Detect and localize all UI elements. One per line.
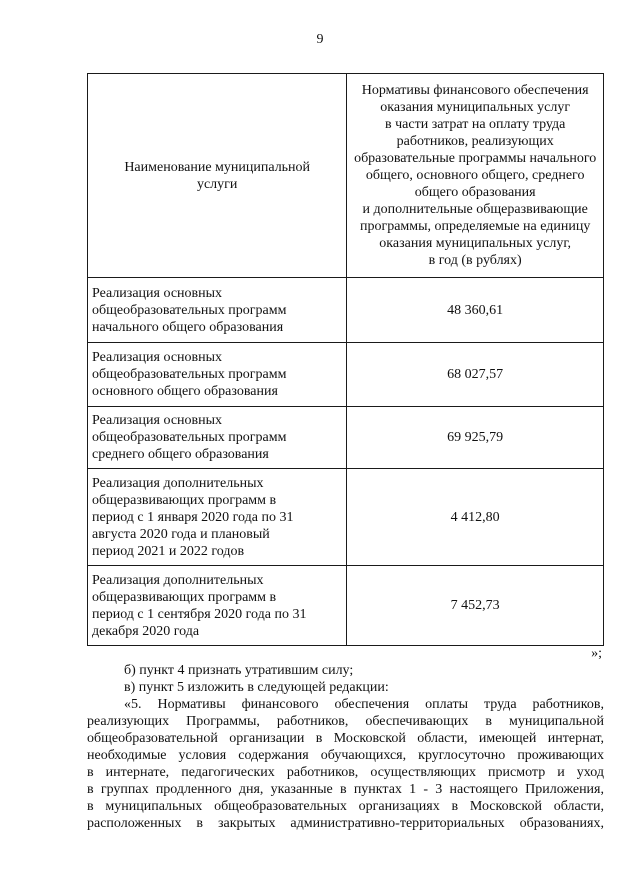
table-row — [88, 407, 604, 469]
paragraph-5 — [87, 696, 604, 832]
paragraph-line: необходимые условия содержания обучающихся, круглосуточно проживающих — [87, 748, 604, 763]
service-name-cell: Реализация основных общеобразовательных программ среднего общего образования — [88, 407, 347, 469]
closing-quote-mark: »; — [591, 646, 602, 661]
table-row — [88, 469, 604, 566]
header-norm-value: Нормативы финансового обеспечения оказания муниципальных услуг в части затрат на оплату труда работников, реализующих образовательные программы начального общего, основного общего, среднего общего образования и дополнительные общеразвивающие программы, определяемые на единицу оказания муниципальных услуг, в год (в рублях) — [347, 74, 604, 278]
norm-value-cell: 48 360,61 — [347, 278, 604, 343]
table-row — [88, 278, 604, 343]
table-row — [88, 566, 604, 646]
body-text — [87, 645, 604, 832]
norm-value-cell: 69 925,79 — [347, 407, 604, 469]
item-b: б) пункт 4 признать утратившим силу; — [124, 663, 354, 678]
header-service-name: Наименование муниципальной услуги — [88, 74, 347, 278]
page-number: 9 — [316, 32, 324, 47]
table-row — [88, 343, 604, 407]
paragraph-line: в муниципальных общеобразовательных организациях в Московской области, — [87, 799, 604, 814]
paragraph-line: расположенных в закрытых административно-территориальных образованиях, — [87, 816, 604, 831]
item-v: в) пункт 5 изложить в следующей редакции: — [124, 680, 389, 695]
service-name-cell: Реализация дополнительных общеразвивающих программ в период с 1 сентября 2020 года по 31 декабря 2020 года — [88, 566, 347, 646]
service-name-cell: Реализация основных общеобразовательных программ основного общего образования — [88, 343, 347, 407]
paragraph-line: реализующих Программы, работников, обеспечивающих в муниципальной — [87, 714, 604, 729]
paragraph-line: в интернате, педагогических работников, осуществляющих присмотр и уход — [87, 765, 604, 780]
paragraph-line: в группах продленного дня, указанные в пунктах 1 - 3 настоящего Приложения, — [87, 782, 604, 797]
norm-value-cell: 68 027,57 — [347, 343, 604, 407]
paragraph-line: «5. Нормативы финансового обеспечения оплаты труда работников, — [124, 697, 604, 712]
service-name-cell: Реализация основных общеобразовательных программ начального общего образования — [88, 278, 347, 343]
norm-value-cell: 7 452,73 — [347, 566, 604, 646]
norms-table — [87, 73, 604, 646]
paragraph-line: общеобразовательной организации в Московской области, имеющей интернат, — [87, 731, 604, 746]
norm-value-cell: 4 412,80 — [347, 469, 604, 566]
service-name-cell: Реализация дополнительных общеразвивающих программ в период с 1 января 2020 года по 31 августа 2020 года и плановый период 2021 и 2022 годов — [88, 469, 347, 566]
table-header-row — [88, 74, 604, 278]
